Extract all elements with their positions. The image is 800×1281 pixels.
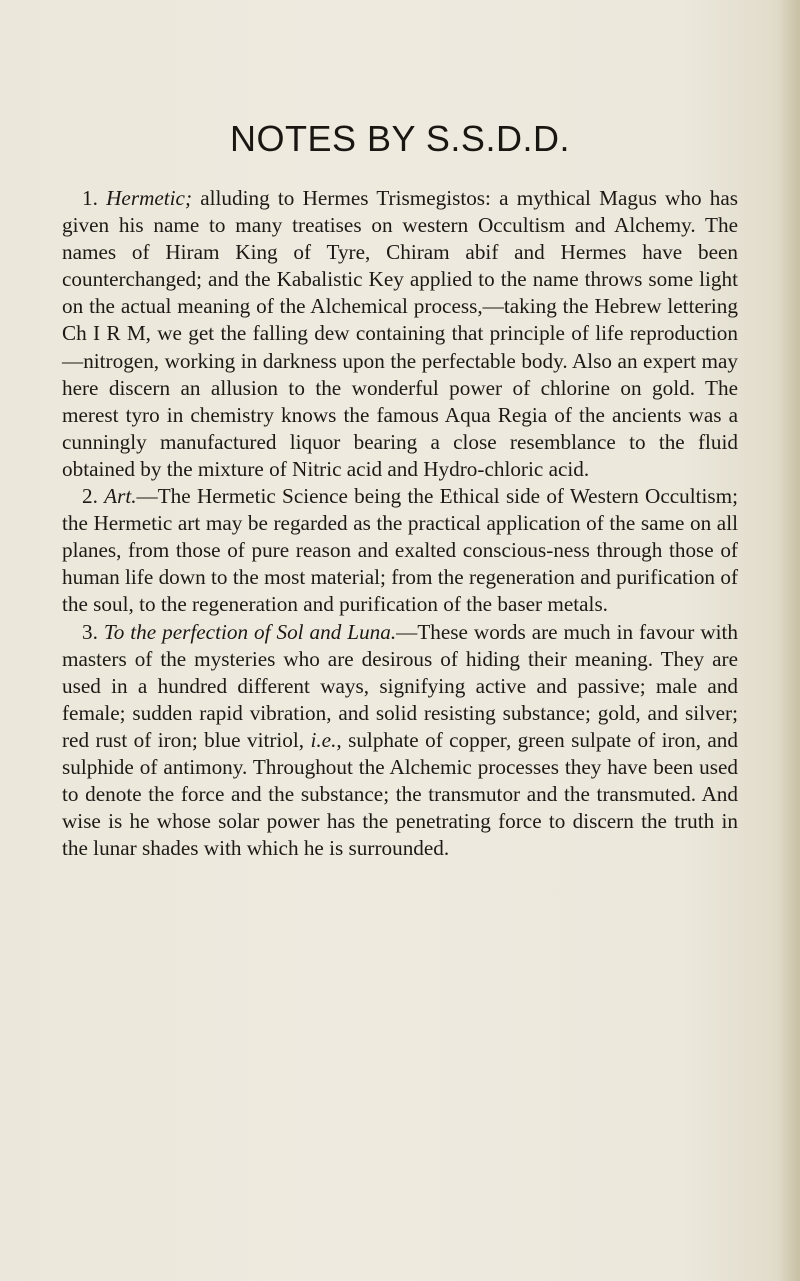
note-term: Art. xyxy=(104,484,137,509)
notes-body xyxy=(62,185,738,862)
page-title: NOTES BY S.S.D.D. xyxy=(230,118,570,159)
note-number: 2. xyxy=(82,484,98,509)
note-3 xyxy=(62,619,738,863)
note-abbreviation: i.e. xyxy=(310,727,337,752)
note-term: Hermetic; xyxy=(106,186,193,210)
note-text-continued: , sulphate of copper, green sulpate of iron, and sulphide of antimony. Throughout the Alchemic processes they have been used to denote the force and the substance; the transmutor and the transmuted. And wise is he whose solar power has the penetrating force to discern the truth in the lunar shades with which he is surrounded. xyxy=(62,727,738,861)
note-1 xyxy=(62,185,738,483)
note-number: 3. xyxy=(82,619,98,644)
note-term: To the perfection of Sol and Luna. xyxy=(103,619,397,644)
note-2 xyxy=(62,483,738,618)
note-text: alluding to Hermes Trismegistos: a mythical Magus who has given his name to many treatises on western Occultism and Alchemy. The names of Hiram King of Tyre, Chiram abif and Hermes have been counterchanged; and the Kabalistic Key applied to the name throws some light on the actual meaning of the Alchemical process,—taking the Hebrew lettering Ch I R M, we get the falling dew containing that principle of life reproduction—nitrogen, working in darkness upon the perfectable body. Also an expert may here discern an allusion to the wonderful power of chlorine on gold. The merest tyro in chemistry knows the famous Aqua Regia of the ancients was a cunningly manufactured liquor bearing a close resemblance to the fluid obtained by the mixture of Nitric acid and Hydro-chloric acid. xyxy=(62,186,739,481)
note-text: —The Hermetic Science being the Ethical side of Western Occultism; the Hermetic art may be regarded as the practical application of the same on all planes, from those of pure reason and exalted conscious-ness through those of human life down to the most material; from the regeneration and purification of the soul, to the regeneration and purification of the baser metals. xyxy=(62,484,739,617)
note-number: 1. xyxy=(82,186,98,210)
note-text: —These words are much in favour with masters of the mysteries who are desirous of hiding their meaning. They are used in a hundred different ways, signifying active and passive; male and female; sudden rapid vibration, and solid resisting substance; gold, and silver; red rust of iron; blue vitriol, xyxy=(62,619,738,752)
page-edge-shadow xyxy=(778,0,800,1281)
